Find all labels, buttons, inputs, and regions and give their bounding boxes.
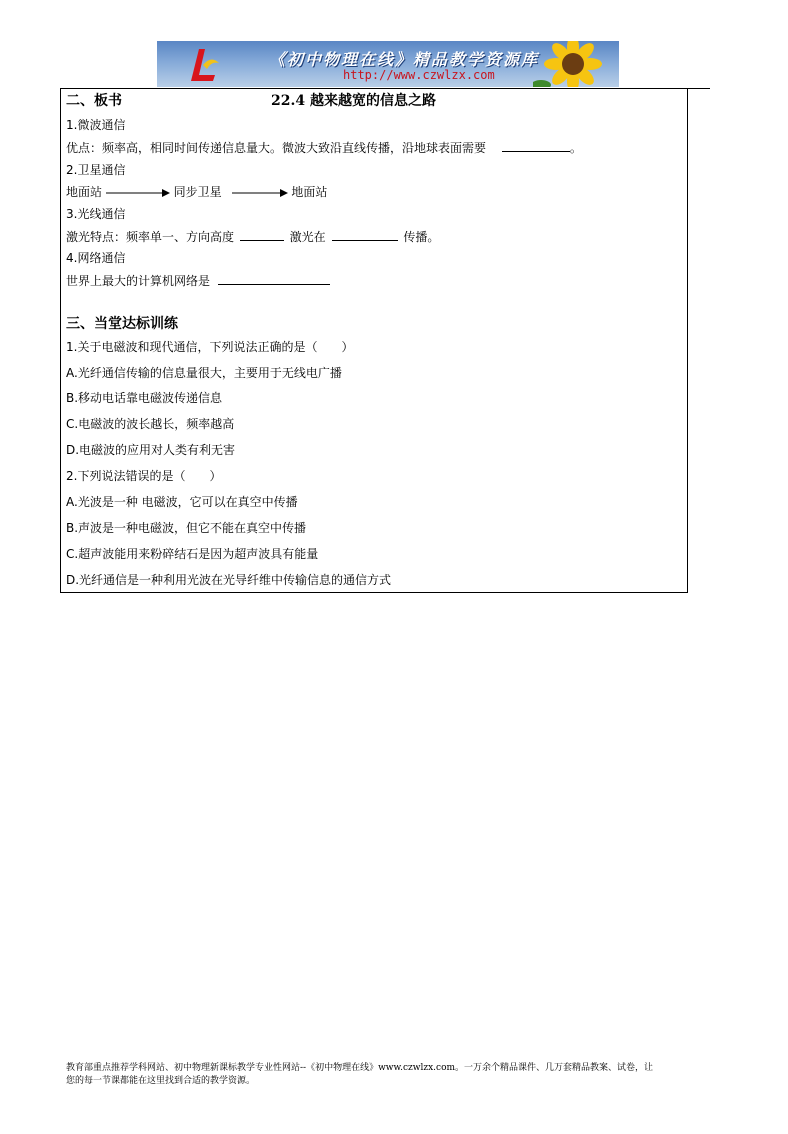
question-1-option-a: A.光纤通信传输的信息量很大，主要用于无线电广播 (66, 366, 342, 380)
question-1-option-b: B.移动电话靠电磁波传递信息 (66, 391, 223, 405)
lesson-title: 22.4 越来越宽的信息之路 (271, 93, 436, 109)
item3-blank-2[interactable] (332, 228, 398, 241)
item1-end: 。 (569, 141, 582, 155)
item2-from: 地面站 (66, 185, 103, 199)
question-2-option-d: D.光纤通信是一种利用光波在光导纤维中传输信息的通信方式 (66, 573, 392, 587)
question-1: 1.关于电磁波和现代通信，下列说法正确的是（ ） (66, 340, 354, 354)
item2-mid: 同步卫星 (173, 185, 222, 199)
item3-title: 3.光线通信 (66, 207, 126, 221)
banner-url[interactable]: http://www.czwlzx.com (343, 68, 495, 82)
question-1-option-d: D.电磁波的应用对人类有利无害 (66, 443, 236, 457)
section3-heading: 三、当堂达标训练 (66, 316, 178, 332)
arrow-right-icon (232, 188, 288, 198)
item3-text-c: 传播。 (403, 230, 440, 244)
item3-text-row (66, 228, 439, 245)
item2-to: 地面站 (291, 185, 328, 199)
item4-title: 4.网络通信 (66, 251, 126, 265)
item4-text-row (66, 272, 330, 289)
page-footer (66, 1062, 716, 1088)
item2-title: 2.卫星通信 (66, 163, 126, 177)
item1-blank[interactable] (502, 139, 570, 152)
sunflower-icon (533, 41, 613, 87)
item3-text-b: 激光在 (289, 230, 326, 244)
arrow-right-icon (106, 188, 170, 198)
item3-blank-1[interactable] (240, 228, 284, 241)
question-2-option-c: C.超声波能用来粉碎结石是因为超声波具有能量 (66, 547, 319, 561)
question-1-option-c: C.电磁波的波长越长，频率越高 (66, 417, 235, 431)
item2-flow-row (66, 184, 327, 200)
question-2-option-b: B.声波是一种电磁波，但它不能在真空中传播 (66, 521, 307, 535)
section2-heading: 二、板书 (66, 93, 122, 109)
footer-line-2: 您的每一节课都能在这里找到合适的教学资源。 (66, 1076, 256, 1086)
item1-title: 1.微波通信 (66, 118, 126, 132)
item4-blank[interactable] (218, 272, 330, 285)
question-2: 2.下列说法错误的是（ ） (66, 469, 222, 483)
content-box (60, 88, 688, 593)
item1-text-row (66, 139, 582, 156)
item1-text: 优点：频率高，相同时间传递信息量大。微波大致沿直线传播，沿地球表面需要 (66, 141, 487, 155)
footer-line-1: 教育部重点推荐学科网站、初中物理新课标教学专业性网站--《初中物理在线》www.czwlzx.com。一万余个精品课件、几万套精品教案、试卷，让 (66, 1063, 654, 1073)
question-2-option-a: A.光波是一种 电磁波，它可以在真空中传播 (66, 495, 298, 509)
header-banner (157, 41, 619, 87)
item3-text-a: 激光特点：频率单一、方向高度 (66, 230, 235, 244)
banner-title: 《初中物理在线》精品教学资源库 (269, 50, 540, 69)
site-logo-icon (185, 45, 223, 85)
item4-text: 世界上最大的计算机网络是 (66, 274, 211, 288)
